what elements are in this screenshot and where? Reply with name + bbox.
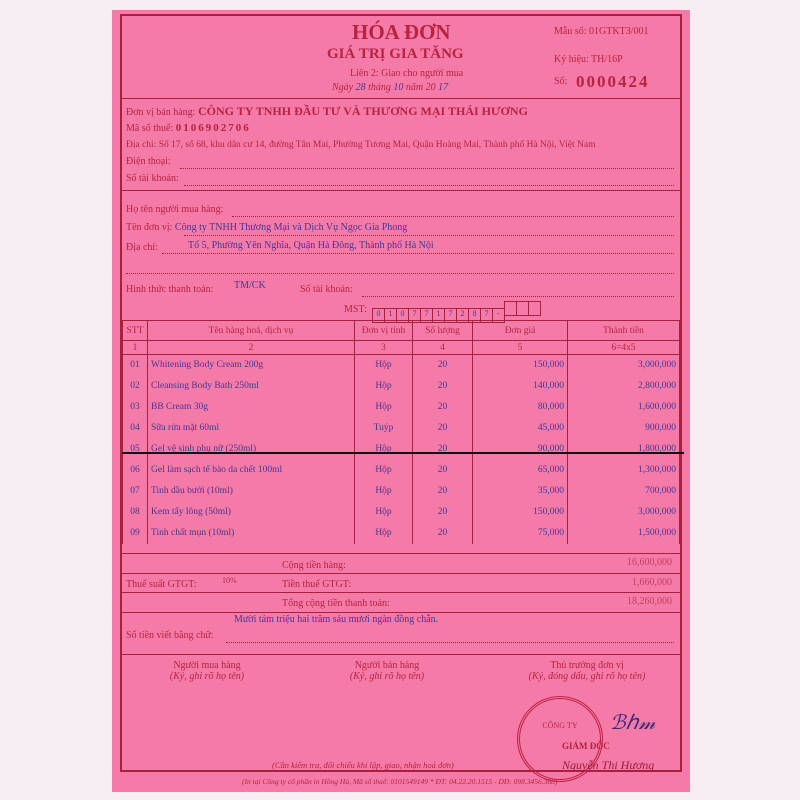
buyer-unit: Công ty TNHH Thương Mại và Dịch Vụ Ngọc Gia Phong — [174, 222, 408, 233]
table-cell: 02 — [123, 376, 148, 397]
seller-address: Địa chỉ: Số 17, số 68, khu dân cư 14, đường Tân Mai, Phường Tương Mai, Quận Hoàng Mai, Thành phố Hà Nội, Việt Nam — [126, 140, 596, 150]
table-cell: 09 — [123, 523, 148, 544]
mst-digit-box: 1 — [384, 308, 397, 323]
table-cell: 700,000 — [568, 481, 680, 502]
buyer-address-label: Địa chỉ: — [126, 242, 158, 253]
table-cell: Gel vệ sinh phụ nữ (250ml) — [148, 439, 355, 460]
signature-buyer: Người mua hàng (Ký, ghi rõ họ tên) — [169, 660, 245, 682]
column-header: Số lượng — [413, 321, 473, 341]
amount-in-words-label: Số tiền viết bằng chữ: — [126, 630, 214, 641]
invoice-symbol: Ký hiệu: TH/16P — [554, 54, 623, 65]
table-cell: 04 — [123, 418, 148, 439]
table-row — [123, 460, 680, 481]
table-cell: 90,000 — [473, 439, 568, 460]
invoice-frame — [120, 14, 682, 772]
seller-name: CÔNG TY TNHH ĐẦU TƯ VÀ THƯƠNG MẠI THÁI HƯƠNG — [197, 104, 528, 118]
table-cell: 140,000 — [473, 376, 568, 397]
table-cell: Hộp — [355, 502, 413, 523]
table-cell: 150,000 — [473, 355, 568, 376]
mst-digit-box — [528, 301, 541, 316]
column-number: 5 — [473, 341, 568, 355]
column-header: Tên hàng hoá, dịch vụ — [148, 321, 355, 341]
table-cell: 03 — [123, 397, 148, 418]
mst-digit-box: 8 — [468, 308, 481, 323]
mst-digit-box: 7 — [444, 308, 457, 323]
column-number: 4 — [413, 341, 473, 355]
column-header: STT — [123, 321, 148, 341]
buyer-unit-label: Tên đơn vị: — [126, 222, 173, 233]
table-row — [123, 397, 680, 418]
seller-tax-label: Mã số thuế: — [126, 123, 174, 134]
table-cell: Hộp — [355, 376, 413, 397]
subtotal-label: Cộng tiền hàng: — [282, 560, 346, 571]
table-cell: 900,000 — [568, 418, 680, 439]
mst-digit-box: 7 — [420, 308, 433, 323]
buyer-address: Tổ 5, Phường Yên Nghĩa, Quận Hà Đông, Thành phố Hà Nội — [188, 240, 434, 251]
vat-rate: 10 — [222, 576, 230, 585]
company-stamp: CÔNG TY — [517, 696, 603, 782]
year: 17 — [438, 82, 449, 93]
seller-label: Đơn vị bán hàng: — [126, 107, 196, 118]
table-cell: Hộp — [355, 481, 413, 502]
table-row — [123, 439, 680, 460]
printer-note: (In tại Công ty cổ phần in Hồng Hà, Mã số thuế: 0101549149 * ĐT: 04.22.20.1515 - DĐ: 098.3456.368) — [242, 777, 558, 786]
table-cell: 20 — [413, 397, 473, 418]
mst-digit-box: 0 — [372, 308, 385, 323]
vat-percent: % — [230, 576, 237, 585]
table-cell: 20 — [413, 481, 473, 502]
table-cell: Hộp — [355, 523, 413, 544]
table-cell: 65,000 — [473, 460, 568, 481]
form-number: Mẫu số: 01GTKT3/001 — [554, 26, 649, 37]
table-cell: 05 — [123, 439, 148, 460]
signer-name: Nguyễn Thị Hương — [562, 758, 655, 772]
table-cell: 75,000 — [473, 523, 568, 544]
table-cell: 1,800,000 — [568, 439, 680, 460]
table-row — [123, 523, 680, 544]
mst-digit-box: 0 — [396, 308, 409, 323]
month-label: tháng — [368, 82, 391, 93]
column-number: 3 — [355, 341, 413, 355]
table-cell: 3,000,000 — [568, 502, 680, 523]
table-cell: 35,000 — [473, 481, 568, 502]
table-cell: 80,000 — [473, 397, 568, 418]
table-row — [123, 481, 680, 502]
vat-rate-label: Thuế suất GTGT: — [126, 579, 197, 590]
mst-digit-box: 2 — [456, 308, 469, 323]
table-cell: Tinh dầu bưởi (10ml) — [148, 481, 355, 502]
table-cell: Hộp — [355, 355, 413, 376]
year-label: năm 20 — [405, 82, 436, 93]
column-number: 2 — [148, 341, 355, 355]
table-cell: Tinh chất mụn (10ml) — [148, 523, 355, 544]
table-cell: 1,600,000 — [568, 397, 680, 418]
invoice-subtitle: GIÁ TRỊ GIA TĂNG — [327, 46, 464, 62]
column-header: Thành tiền — [568, 321, 680, 341]
table-cell: Gel làm sạch tế bào da chết 100ml — [148, 460, 355, 481]
vat-label: Tiền thuế GTGT: — [282, 579, 352, 590]
table-cell: Hộp — [355, 397, 413, 418]
day: 28 — [355, 82, 366, 93]
column-header: Đơn giá — [473, 321, 568, 341]
column-header: Đơn vị tính — [355, 321, 413, 341]
table-cell: 07 — [123, 481, 148, 502]
column-number: 6=4x5 — [568, 341, 680, 355]
table-cell: Hộp — [355, 460, 413, 481]
vat-amount: 1,660,000 — [632, 577, 672, 588]
invoice-title: HÓA ĐƠN — [352, 20, 451, 44]
table-cell: 20 — [413, 418, 473, 439]
invoice-no-label: Số: — [554, 76, 568, 87]
mst-digit-box: 7 — [480, 308, 493, 323]
buyer-account-label: Số tài khoản: — [300, 284, 353, 295]
month: 10 — [393, 82, 404, 93]
copy-label: Liên 2: Giao cho người mua — [350, 68, 464, 79]
table-cell: 20 — [413, 502, 473, 523]
mst-label: MST: — [344, 304, 367, 315]
column-number: 1 — [123, 341, 148, 355]
table-cell: 08 — [123, 502, 148, 523]
table-cell: 01 — [123, 355, 148, 376]
total-amount: 18,260,000 — [627, 596, 672, 607]
invoice-number: 0000424 — [576, 72, 650, 91]
table-cell: Sữa rửa mặt 60ml — [148, 418, 355, 439]
seller-account-label: Số tài khoản: — [126, 173, 179, 184]
table-cell: Cleansing Body Bath 250ml — [148, 376, 355, 397]
table-cell: Kem tẩy lông (50ml) — [148, 502, 355, 523]
table-cell: BB Cream 30g — [148, 397, 355, 418]
table-cell: 150,000 — [473, 502, 568, 523]
table-cell: 2,800,000 — [568, 376, 680, 397]
amount-in-words: Mười tám triệu hai trăm sáu mươi ngàn đồng chẵn. — [234, 614, 439, 625]
table-cell: 20 — [413, 439, 473, 460]
table-cell: 3,000,000 — [568, 355, 680, 376]
subtotal: 16,600,000 — [627, 557, 672, 568]
items-table — [122, 320, 680, 544]
table-cell: Whitening Body Cream 200g — [148, 355, 355, 376]
signature-scribble: ℬℎ𝓂 — [610, 712, 656, 734]
seller-tax: 0106902706 — [175, 122, 251, 134]
table-cell: Hộp — [355, 439, 413, 460]
payment-method-label: Hình thức thanh toán: — [126, 284, 214, 295]
day-label: Ngày — [332, 82, 354, 93]
table-row — [123, 376, 680, 397]
table-cell: 1,300,000 — [568, 460, 680, 481]
mst-digit-box: - — [492, 308, 505, 323]
table-cell: 20 — [413, 523, 473, 544]
payment-method: TM/CK — [234, 280, 266, 291]
table-cell: 06 — [123, 460, 148, 481]
table-row — [123, 355, 680, 376]
table-cell: 20 — [413, 460, 473, 481]
table-cell: 20 — [413, 355, 473, 376]
invoice-date — [332, 82, 448, 93]
mst-digit-box: 7 — [408, 308, 421, 323]
signature-director: Thủ trưởng đơn vị (Ký, đóng dấu, ghi rõ họ tên) — [528, 660, 646, 682]
director-title: GIÁM ĐỐC — [562, 741, 610, 751]
total-label: Tổng cộng tiền thanh toán: — [282, 598, 390, 609]
table-row — [123, 502, 680, 523]
check-note: (Cần kiểm tra, đối chiếu khi lập, giao, nhận hoá đơn) — [272, 760, 454, 770]
signature-seller: Người bán hàng (Ký, ghi rõ họ tên) — [349, 660, 425, 682]
strike-line — [122, 452, 684, 454]
table-cell: 45,000 — [473, 418, 568, 439]
table-cell: 1,500,000 — [568, 523, 680, 544]
mst-digit-box: 1 — [432, 308, 445, 323]
table-row — [123, 418, 680, 439]
table-cell: 20 — [413, 376, 473, 397]
invoice — [112, 10, 690, 792]
table-cell: Tuýp — [355, 418, 413, 439]
buyer-person-label: Họ tên người mua hàng: — [126, 204, 224, 215]
seller-phone-label: Điện thoại: — [126, 156, 171, 167]
